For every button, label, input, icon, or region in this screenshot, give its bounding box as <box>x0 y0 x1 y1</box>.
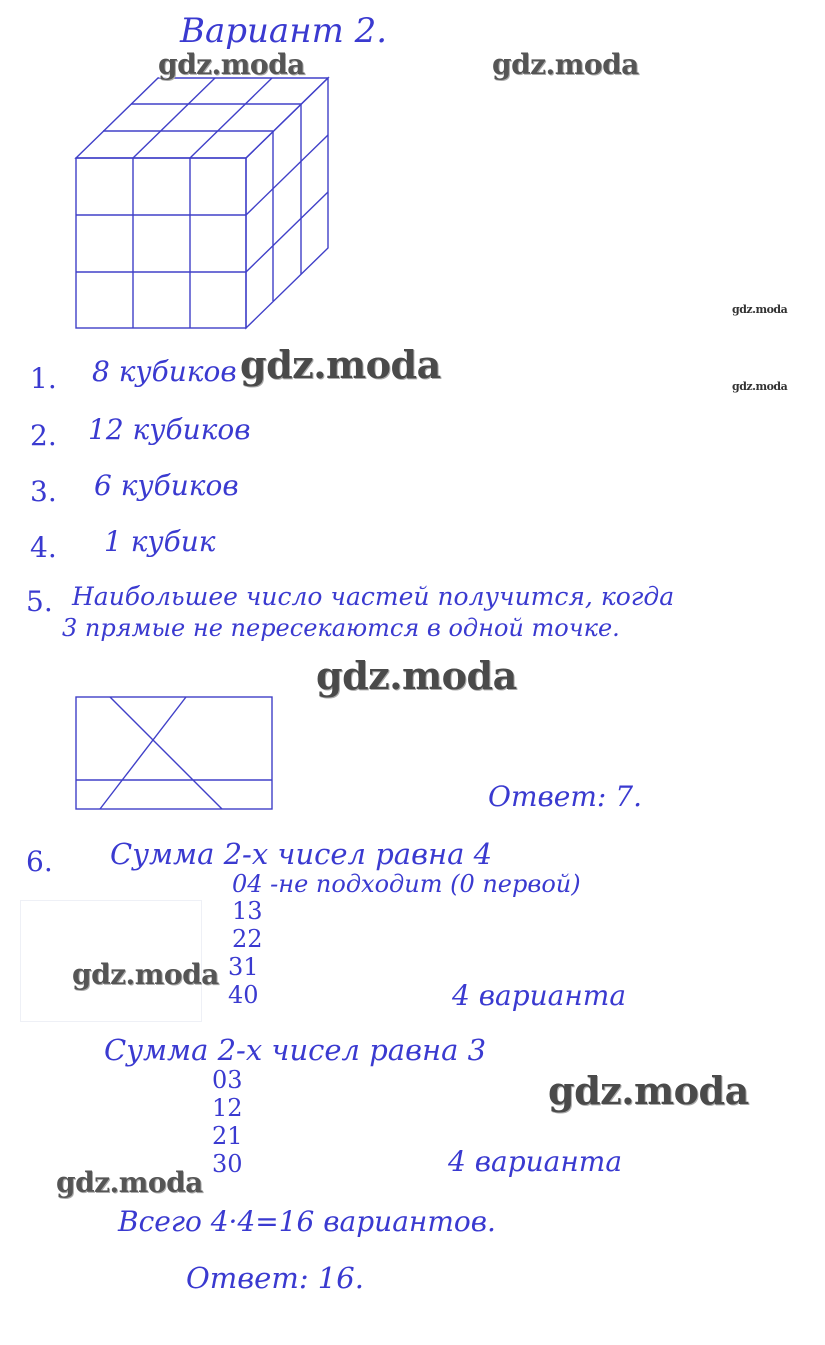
watermark-logo: gdz.moda <box>240 342 441 387</box>
watermark-logo: gdz.moda <box>72 958 219 991</box>
task6-heading1: Сумма 2-х чисел равна 4 <box>110 837 493 871</box>
task6-list2-item: 12 <box>212 1094 243 1122</box>
task6-number: 6. <box>26 845 53 878</box>
task5-number: 5. <box>26 585 53 618</box>
task6-answer: Ответ: 16. <box>186 1261 364 1295</box>
answer-1-number: 1. <box>30 362 57 395</box>
task5-line1: Наибольшее число частей получится, когда <box>72 582 675 611</box>
task6-list2-item: 30 <box>212 1150 243 1178</box>
watermark-logo: gdz.moda <box>732 380 788 393</box>
task6-list1-item: 40 <box>228 981 259 1009</box>
watermark-logo: gdz.moda <box>492 48 639 81</box>
task6-total: Всего 4·4=16 вариантов. <box>118 1205 496 1238</box>
task5-line2: 3 прямые не пересекаются в одной точке. <box>62 614 620 642</box>
watermark-logo: gdz.moda <box>56 1166 203 1199</box>
task6-result2: 4 варианта <box>448 1145 623 1178</box>
task6-result1: 4 варианта <box>452 979 627 1012</box>
answer-2-text: 12 кубиков <box>88 413 251 446</box>
answer-2-number: 2. <box>30 419 57 452</box>
watermark-logo: gdz.moda <box>732 303 788 316</box>
task5-answer: Ответ: 7. <box>488 780 642 813</box>
page-title: Вариант 2. <box>180 11 388 51</box>
answer-1-text: 8 кубиков <box>92 355 237 388</box>
task6-list1-item: 13 <box>232 897 263 925</box>
answer-3-number: 3. <box>30 475 57 508</box>
answer-4-number: 4. <box>30 531 57 564</box>
answer-3-text: 6 кубиков <box>94 469 239 502</box>
task6-list1-item: 22 <box>232 925 263 953</box>
task6-list1-item: 31 <box>228 953 259 981</box>
task6-list1-item: 04 -не подходит (0 первой) <box>232 870 581 898</box>
task6-heading2: Сумма 2-х чисел равна 3 <box>104 1033 487 1067</box>
watermark-logo: gdz.moda <box>316 653 517 698</box>
task6-list2-item: 21 <box>212 1122 243 1150</box>
answer-4-text: 1 кубик <box>104 525 216 558</box>
task6-list2-item: 03 <box>212 1066 243 1094</box>
watermark-logo: gdz.moda <box>158 48 305 81</box>
watermark-logo: gdz.moda <box>548 1068 749 1113</box>
